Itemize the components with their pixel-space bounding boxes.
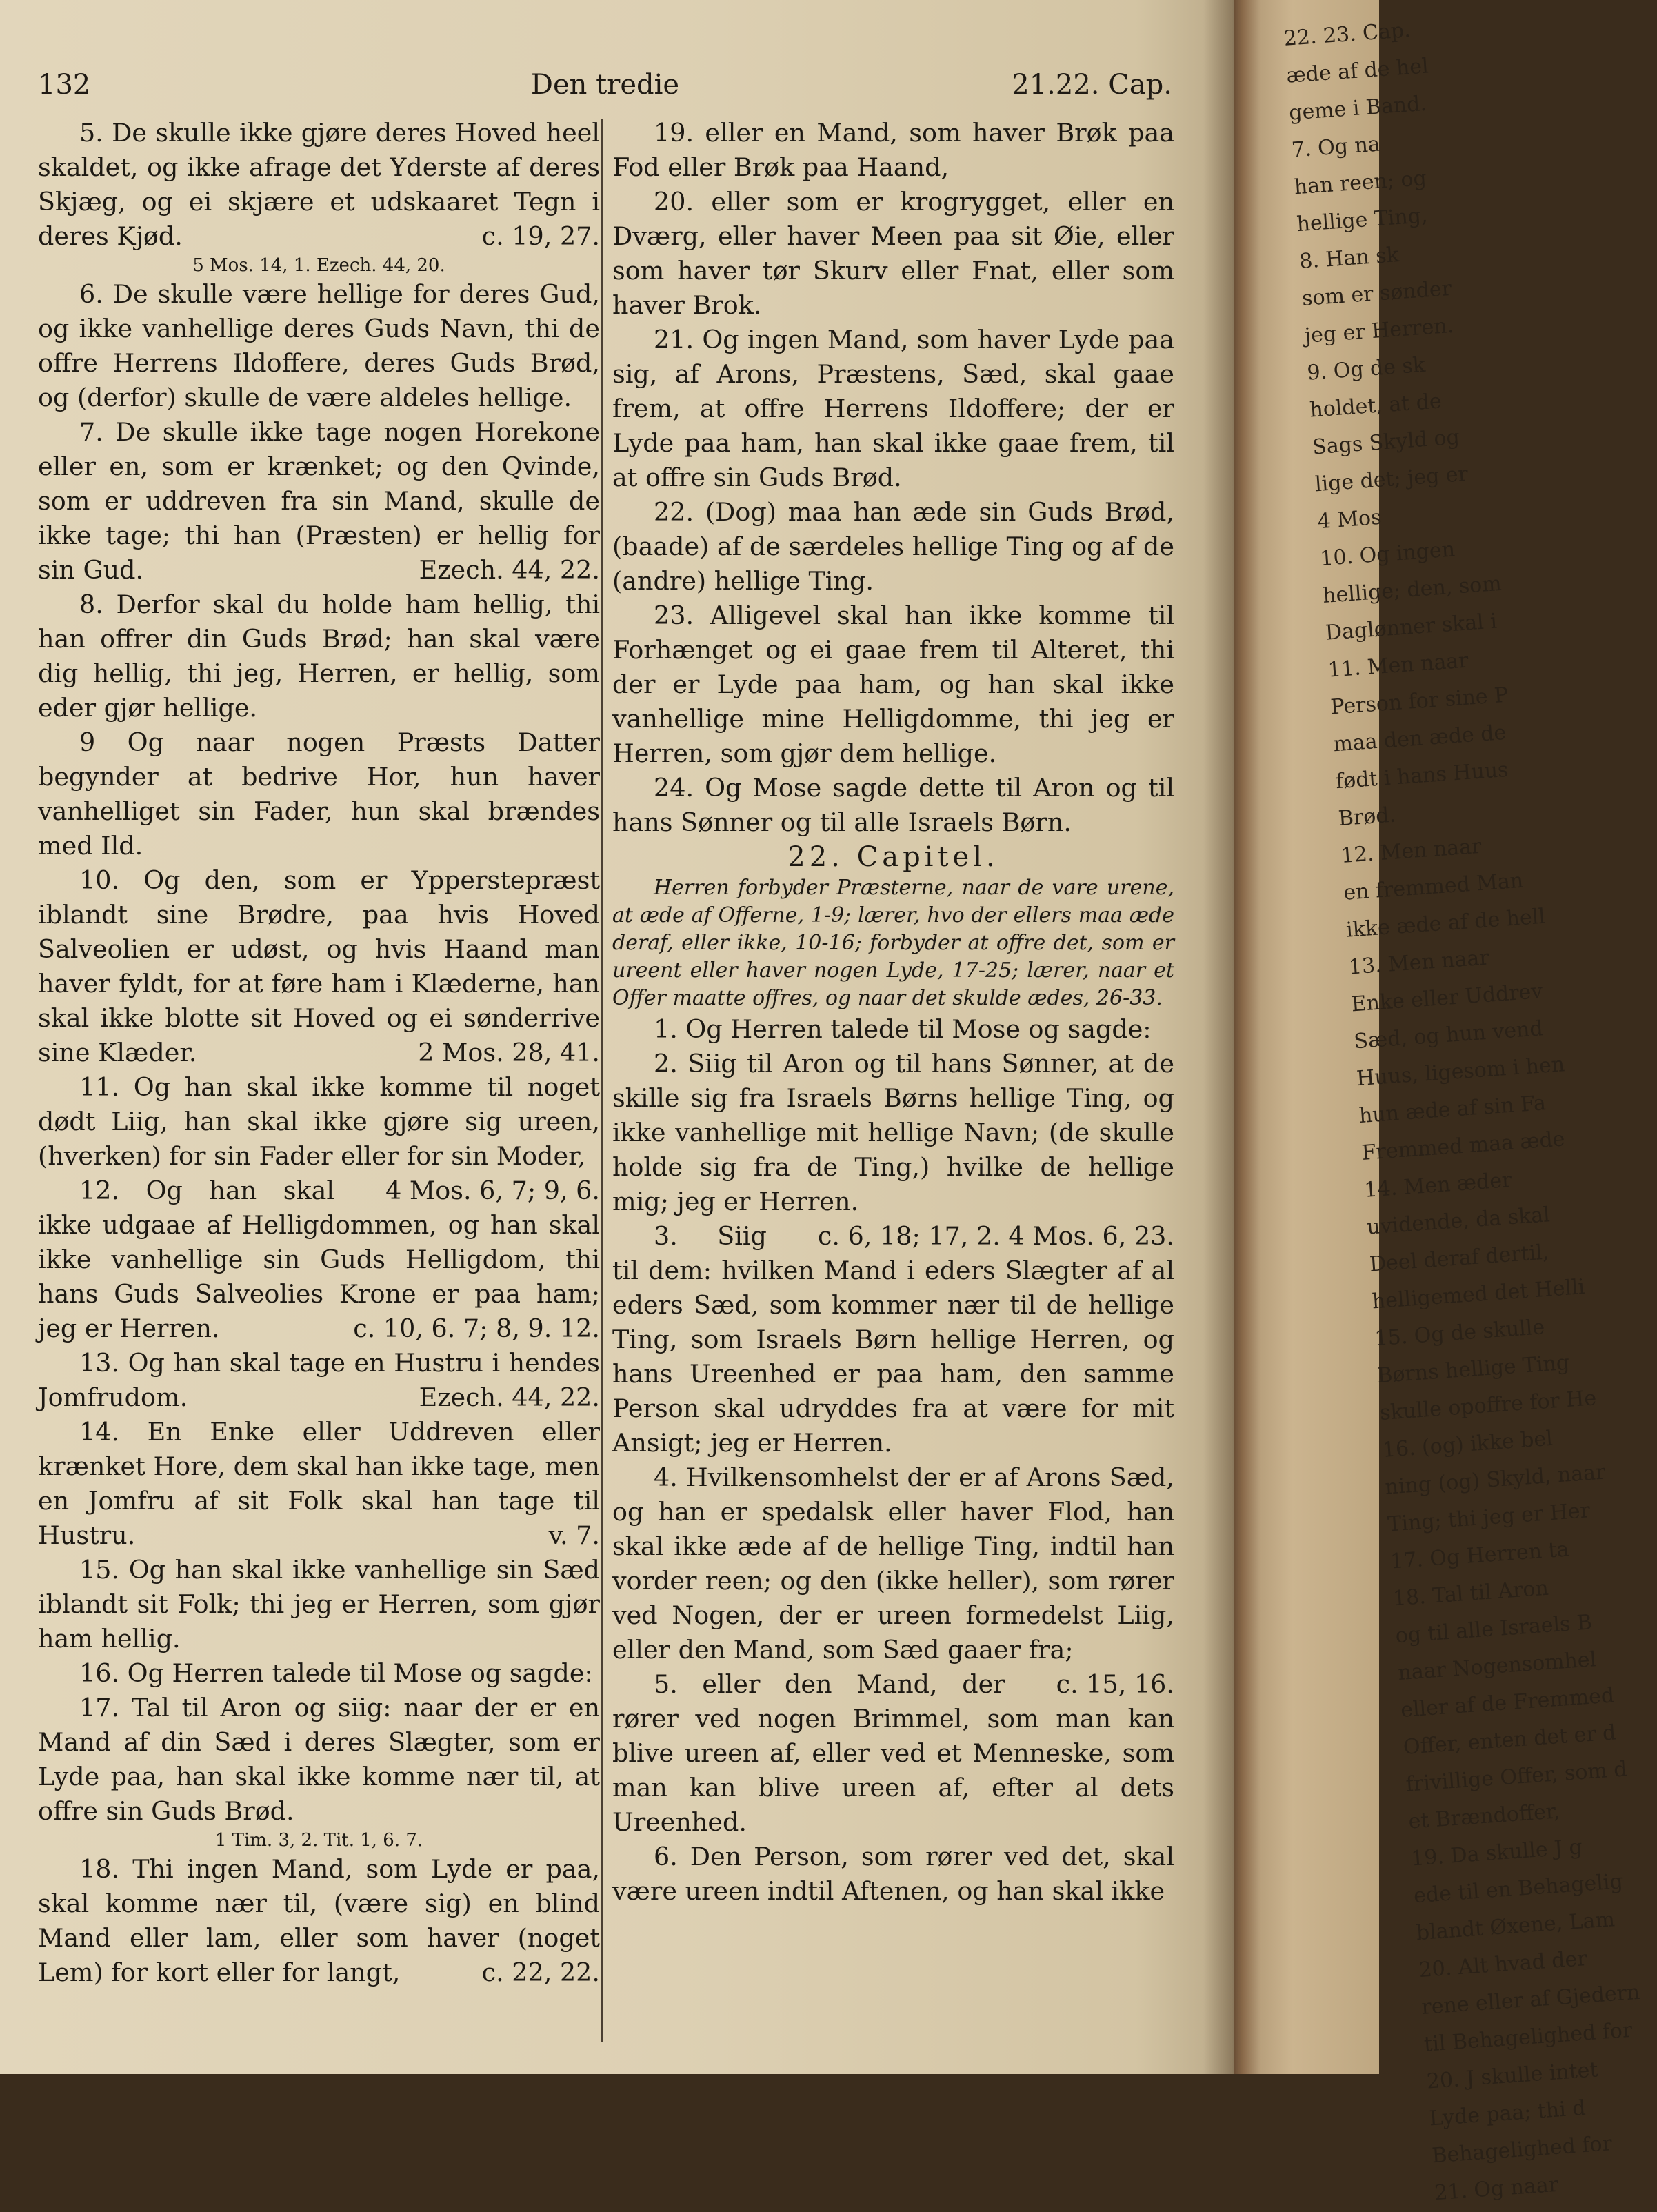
chapter-22-verse-6: 6. Den Person, som rører ved det, skal være ureen indtil Aftenen, og han skal ikke	[612, 1842, 1174, 1906]
verse-23: 23. Alligevel skal han ikke komme til Forhænget og ei gaae frem til Alteret, thi der er Lyde paa ham, og han skal ikke vanhellige mine Helligdomme, thi jeg er Herren, som gjør dem hellige.	[612, 601, 1174, 768]
facing-page-line: 7. Og na	[1290, 132, 1381, 163]
verse-10: 10. Og den, som er Ypperstepræst iblandt sine Brødre, paa hvis Hoved Salveolien er udøst, og hvis Haand man haver fyldt, for at føre ham i Klæderne, han skal ikke blotte sit Hoved og ei sønderrive sine Klæder. 2 Mos. 28, 41.	[38, 863, 600, 1070]
facing-page-line: 18. Tal til Aron	[1392, 1576, 1549, 1611]
facing-page-line: 8. Han sk	[1298, 243, 1400, 274]
verse-22: 22. (Dog) maa han æde sin Guds Brød, (baade) af de særdeles hellige Ting og af de (andre) hellige Ting.	[612, 497, 1174, 596]
facing-page-line: 21. Og naar	[1434, 2172, 1560, 2206]
facing-page-line: 22. 23. Cap.	[1283, 18, 1412, 51]
chapter-22-verse-1: 1. Og Herren talede til Mose og sagde:	[654, 1014, 1152, 1044]
facing-page-line: frivillige Offer, som d	[1405, 1757, 1628, 1797]
verse-15: 15. Og han skal ikke vanhellige sin Sæd iblandt sit Folk; thi jeg er Herren, som gjør ham hellig.	[38, 1555, 600, 1653]
verse-16: 16. Og Herren talede til Mose og sagde:	[79, 1658, 593, 1688]
chapter-title: 22. Capitel.	[787, 841, 999, 873]
verse-5-ref: c. 19, 27.	[481, 221, 600, 251]
facing-page-line: eller af de Fremmed	[1400, 1683, 1616, 1722]
facing-page-line: Behagelighed for	[1431, 2131, 1613, 2169]
verse-24: 24. Og Mose sagde dette til Aron og til hans Sønner og til alle Israels Børn.	[612, 773, 1174, 837]
facing-page-line: Sæd, og hun vend	[1353, 1016, 1544, 1054]
facing-page-line: til Behagelighed for	[1423, 2018, 1634, 2057]
facing-page-line: 11. Men naar	[1327, 648, 1469, 683]
facing-page-line: ede til en Behagelig	[1412, 1869, 1624, 1909]
facing-page-line: 15. Og de skulle	[1374, 1315, 1546, 1351]
verse-7: 7. De skulle ikke tage nogen Horekone eller en, som er krænket; og den Qvinde, som er uddreven fra sin Mand, skulle de ikke tage; thi han (Præsten) er hellig for sin Gud. Ezech. 44, 22.	[38, 415, 600, 587]
chapter-22-verse-4-ref: c. 15, 16.	[1056, 1669, 1174, 1699]
verse-13: 13. Og han skal tage en Hustru i hendes Jomfrudom. Ezech. 44, 22.	[38, 1346, 600, 1415]
chapter-reference: 21.22. Cap.	[1012, 69, 1172, 101]
facing-page-line: 9. Og de sk	[1306, 352, 1427, 385]
facing-page-line: naar Nogensomhel	[1397, 1647, 1598, 1686]
verse-18: 18. Thi ingen Mand, som Lyde er paa, skal komme nær til, (være sig) en blind Mand eller lam, eller som haver (noget Lem) for kort eller for langt, c. 22, 22.	[38, 1852, 600, 1990]
verse-8: 8. Derfor skal du holde ham hellig, thi han offrer din Guds Brød; han skal være dig hellig, thi jeg, Herren, er hellig, som eder gjør hellige.	[38, 590, 600, 723]
verse-21: 21. Og ingen Mand, som haver Lyde paa sig, af Arons, Præstens, Sæd, skal gaae frem, at offre Herrens Ildoffere; der er Lyde paa ham, han skal ikke gaae frem, til at offre sin Guds Brød.	[612, 325, 1174, 492]
verse-5: 5. De skulle ikke gjøre deres Hoved heel skaldet, og ikke afrage det Yderste af deres Skjæg, og ei skjære et udskaaret Tegn i deres Kjød. c. 19, 27.	[38, 116, 600, 254]
facing-page-line: Børns hellige Ting	[1376, 1350, 1571, 1389]
facing-page-line: 19. Da skulle J g	[1410, 1835, 1583, 1871]
facing-page-line: en fremmed Man	[1343, 868, 1525, 905]
verse-6: 6. De skulle være hellige for deres Gud, og ikke vanhellige deres Guds Navn, thi de offre Herrens Ildoffere, deres Guds Brød, og (derfor) skulle de være aldeles hellige.	[38, 279, 600, 412]
left-column	[38, 116, 600, 1990]
facing-page-line: Offer, enten det er d	[1402, 1720, 1617, 1760]
verse-7-ref: Ezech. 44, 22.	[419, 555, 600, 585]
page-number: 132	[38, 69, 91, 101]
facing-page-line: 13. Men naar	[1347, 945, 1490, 980]
facing-page-line: et Brændoffer,	[1407, 1799, 1561, 1834]
verse-10-ref: 2 Mos. 28, 41.	[418, 1038, 600, 1067]
verse-20: 20. eller som er krogrygget, eller en Dværg, eller haver Meen paa sit Øie, eller som haver tør Skurv eller Fnat, eller som haver Brok.	[612, 187, 1174, 320]
facing-page-line: uvidende, da skal	[1366, 1203, 1551, 1240]
facing-page-line: ikke æde af de hell	[1345, 904, 1546, 943]
facing-page-line: Enke eller Uddrev	[1350, 979, 1544, 1017]
facing-page-line: æde af de hel	[1285, 54, 1429, 88]
facing-page-line: som er sønder	[1301, 276, 1453, 311]
facing-page-line: skulle opoffre for He	[1379, 1386, 1598, 1426]
facing-page-line: 10. Og ingen	[1319, 537, 1456, 572]
chapter-summary: Herren forbyder Præsterne, naar de vare urene, at æde af Offerne, 1-9; lærer, hvo der ellers maa æde deraf, eller ikke, 10-16; forbyder at offre det, som er ureent eller haver nogen Lyde, 17-25; lærer, naar et Offer maatte offres, og naar det skulde ædes, 26-33.	[612, 876, 1174, 1010]
facing-page-line: 4 Mos	[1316, 505, 1383, 534]
facing-page-line: holdet, at de	[1309, 389, 1443, 423]
verse-13-ref: Ezech. 44, 22.	[419, 1382, 600, 1412]
facing-page-line: Fremmed maa æde	[1360, 1127, 1566, 1165]
right-column	[612, 116, 1174, 1909]
chapter-22-verse-2: 2. Siig til Aron og til hans Sønner, at de skille sig fra Israels Børns hellige Ting, og ikke vanhellige mit hellige Navn; (de skulle holde sig fra de Ting,) hvilke de hellige mig; jeg er Herren. c. 6, 18; 17, 2. 4 Mos. 6, 23.	[612, 1047, 1174, 1219]
facing-page-line: hellige; den, som	[1322, 571, 1503, 608]
verse-11: 11. Og han skal ikke komme til noget dødt Liig, han skal ikke gjøre sig ureen, (hverken) for sin Fader eller for sin Moder, 4 Mos. 6, 7; 9, 6.	[38, 1070, 600, 1174]
chapter-22-verse-2-ref: c. 6, 18; 17, 2. 4 Mos. 6, 23.	[817, 1221, 1174, 1251]
facing-page-line: hun æde af sin Fa	[1358, 1091, 1547, 1129]
verse-12-ref: c. 10, 6. 7; 8, 9. 12.	[353, 1314, 600, 1343]
facing-page-line: født i hans Huus	[1334, 757, 1509, 794]
book-title: Den tredie	[530, 69, 680, 101]
facing-page-line: 16. (og) ikke bel	[1381, 1426, 1554, 1462]
facing-page-line: og til alle Israels B	[1394, 1610, 1594, 1649]
chapter-22-verse-4: 4. Hvilkensomhelst der er af Arons Sæd, og han er spedalsk eller haver Flod, han skal ikke æde af de hellige Ting, indtil han vorder reen; og den (ikke heller), som rører ved Nogen, der er ureen formedelst Liig, eller den Mand, som Sæd gaaer fra; c. 15, 16.	[612, 1460, 1174, 1667]
facing-page-line: rene eller af Gjedern	[1420, 1980, 1641, 2020]
verse-9: 9 Og naar nogen Præsts Datter begynder at bedrive Hor, hun haver vanhelliget sin Fader, hun skal brændes med Ild.	[38, 727, 600, 861]
verse-12: 12. Og han skal ikke udgaae af Helligdommen, og han skal ikke vanhellige sin Guds Helligdom, thi hans Guds Salveolies Krone er paa ham; jeg er Herren. c. 10, 6. 7; 8, 9. 12.	[38, 1174, 600, 1346]
verse-17: 17. Tal til Aron og siig: naar der er en Mand af din Sæd i deres Slægter, som er Lyde paa, han skal ikke komme nær til, at offre sin Guds Brød.	[38, 1693, 600, 1826]
verse-17-footnote: 1 Tim. 3, 2. Tit. 1, 6. 7.	[214, 1830, 423, 1851]
facing-page-line: han reen; og	[1293, 166, 1427, 200]
facing-page-line: lige det; jeg er	[1314, 461, 1469, 497]
facing-page-line: Huus, ligesom i hen	[1356, 1052, 1566, 1092]
column-divider	[601, 119, 603, 2042]
facing-page-line: Sags Skyld og	[1312, 425, 1460, 460]
facing-page-line: maa den æde de	[1332, 720, 1507, 757]
verse-14: 14. En Enke eller Uddreven eller krænket Hore, dem skal han ikke tage, men en Jomfru af sit Folk skal han tage til Hustru. v. 7.	[38, 1415, 600, 1553]
chapter-22-verse-3: 3. Siig til dem: hvilken Mand i eders Slægter af al eders Sæd, som kommer nær til de hellige Ting, som Israels Børn hellige Herren, og hans Ureenhed er paa ham, den samme Person skal udryddes fra at være for mit Ansigt; jeg er Herren.	[612, 1221, 1174, 1458]
facing-page-line: Person for sine P	[1329, 683, 1509, 720]
facing-page-line: geme i Band.	[1288, 91, 1427, 125]
facing-page-line: 17. Og Herren ta	[1389, 1537, 1570, 1574]
facing-page-line: 14. Men æder	[1363, 1167, 1513, 1203]
chapter-22-verse-5: 5. eller den Mand, der rører ved nogen Brimmel, som man kan blive ureen af, eller ved et Menneske, som man kan blive ureen af, efter al dets Ureenhed.	[612, 1669, 1174, 1837]
verse-14-ref: v. 7.	[548, 1520, 600, 1550]
facing-page-line: Brød.	[1337, 803, 1397, 832]
verse-18-ref: c. 22, 22.	[481, 1958, 600, 1987]
facing-page-line: Ting; thi jeg er Her	[1387, 1498, 1591, 1537]
page-header	[38, 69, 1172, 110]
facing-page-line: blandt Øxene, Lam	[1415, 1907, 1616, 1946]
verse-11-ref: 4 Mos. 6, 7; 9, 6.	[385, 1176, 600, 1205]
facing-page-line: 12. Men naar	[1340, 834, 1483, 868]
facing-page-line: ning (og) Skyld, naar	[1384, 1460, 1607, 1500]
facing-page-line: Daglønner skal i	[1324, 609, 1498, 645]
verse-19: 19. eller en Mand, som haver Brøk paa Fod eller Brøk paa Haand,	[612, 118, 1174, 182]
facing-page-line: jeg er Herren.	[1303, 313, 1455, 348]
facing-page-line: Lyde paa; thi d	[1428, 2095, 1587, 2131]
facing-page-line: helligemed det Helli	[1371, 1274, 1586, 1314]
facing-page-line: hellige Ting,	[1296, 203, 1429, 237]
facing-page-line: 20. J skulle intet	[1425, 2058, 1599, 2094]
facing-page-line: Deel deraf dertil,	[1368, 1240, 1550, 1277]
facing-page-line: 20. Alt hvad der	[1418, 1947, 1588, 1983]
verse-5-footnote: 5 Mos. 14, 1. Ezech. 44, 20.	[192, 255, 445, 276]
